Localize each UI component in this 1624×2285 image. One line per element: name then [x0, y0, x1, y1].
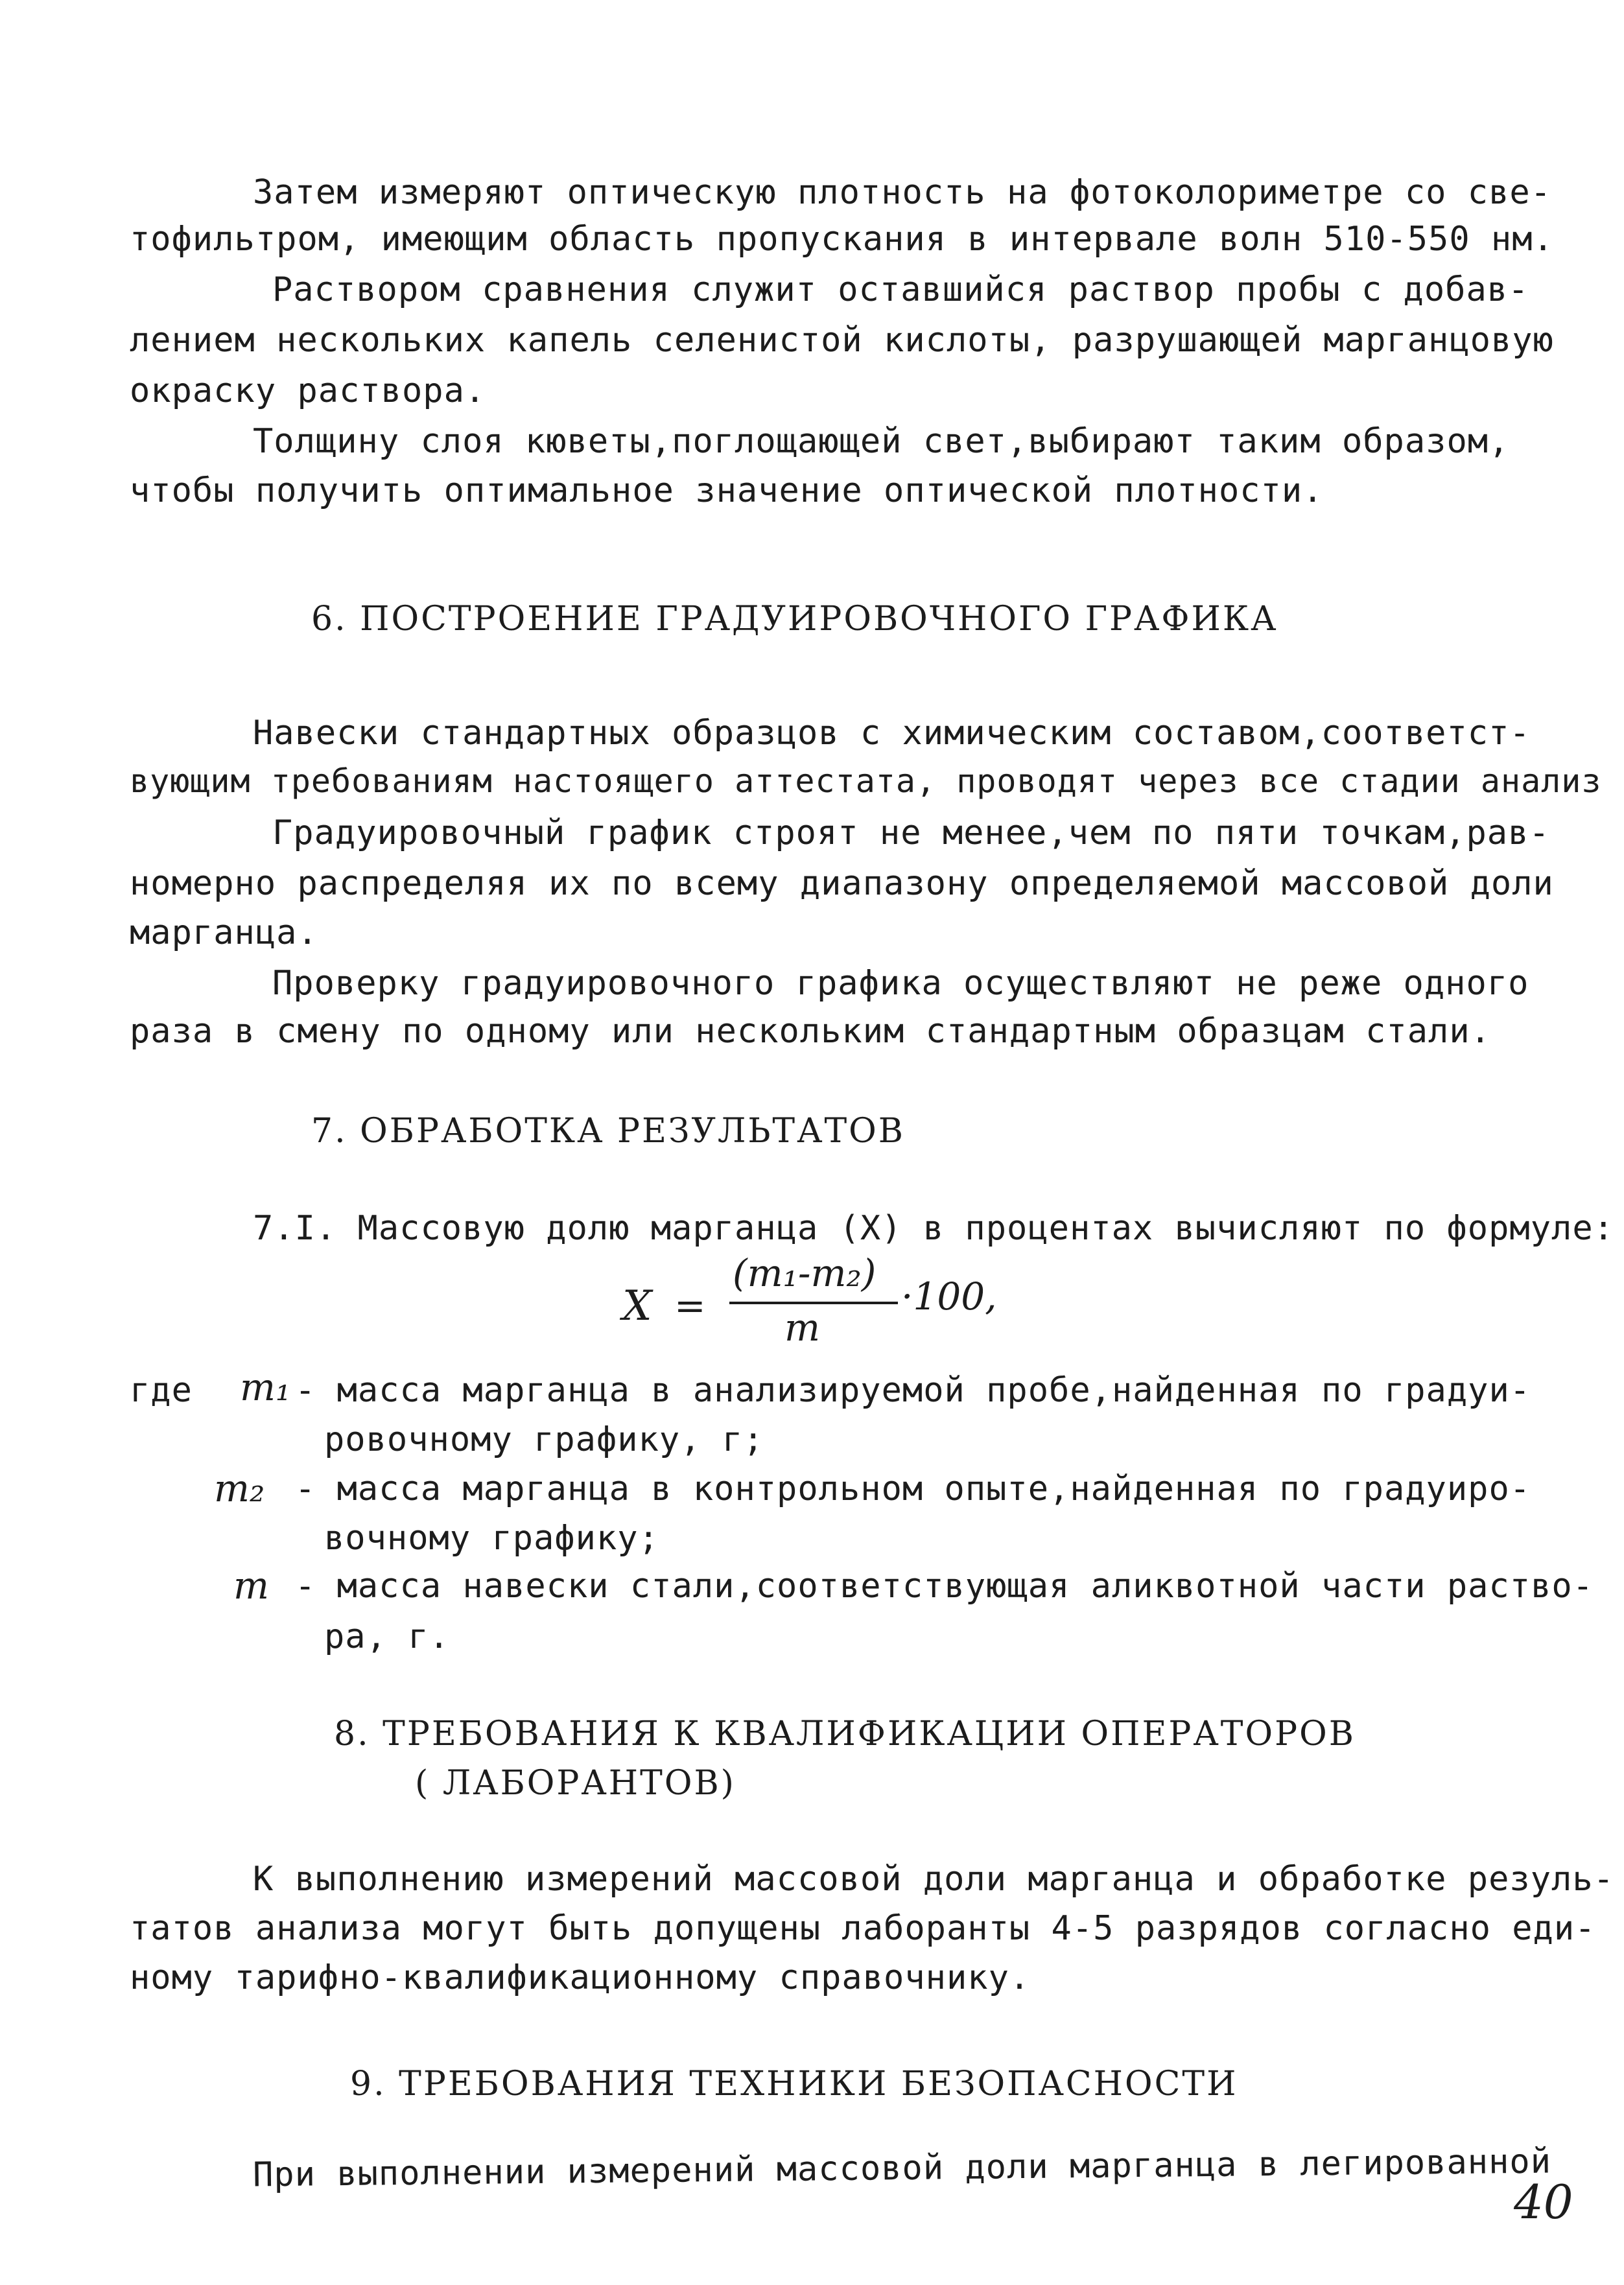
text-line: Толщину слоя кюветы,поглощающей свет,выбирают таким образом,: [253, 422, 1510, 461]
text-line: Градуировочный график строят не менее,чем по пяти точкам,рав-: [272, 814, 1550, 852]
where-label: где: [130, 1371, 193, 1410]
text-line: Навески стандартных образцов с химическим составом,соответст-: [253, 714, 1531, 753]
text-line: При выполнении измерений массовой доли марганца в легированной: [252, 2142, 1552, 2195]
section-heading: 9. ТРЕБОВАНИЯ ТЕХНИКИ БЕЗОПАСНОСТИ: [350, 2065, 1238, 2103]
text-line: ному тарифно-квалификационному справочнику.: [130, 1958, 1031, 1997]
text-line: тофильтром, имеющим область пропускания в интервале волн 510-550 нм.: [130, 220, 1554, 259]
text-line: вующим требованиям настоящего аттестата, проводят через все стадии анализ: [130, 762, 1602, 800]
page-number: 40: [1514, 2175, 1573, 2229]
text-line: лением нескольких капель селенистой кислоты, разрушающей марганцовую: [130, 321, 1554, 360]
text-line: раза в смену по одному или нескольким стандартным образцам стали.: [130, 1012, 1491, 1051]
text-line: татов анализа могут быть допущены лаборанты 4-5 разрядов согласно еди-: [130, 1909, 1596, 1948]
formula: [622, 1251, 1076, 1348]
text-line: К выполнению измерений массовой доли марганца и обработке резуль-: [253, 1860, 1614, 1899]
text-line: вочному графику;: [324, 1519, 659, 1558]
formula-numerator: (m₁-m₂): [733, 1251, 877, 1295]
text-line: Затем измеряют оптическую плотность на фотоколориметре со све-: [253, 173, 1552, 212]
formula-lhs: X: [622, 1282, 652, 1330]
section-heading: 8. ТРЕБОВАНИЯ К КВАЛИФИКАЦИИ ОПЕРАТОРОВ: [334, 1715, 1356, 1753]
formula-multiplier: ·100,: [901, 1274, 997, 1318]
text-line: - масса марганца в контрольном опыте,найденная по градуиро-: [295, 1470, 1531, 1508]
text-line: окраску раствора.: [130, 371, 486, 410]
text-line: чтобы получить оптимальное значение оптической плотности.: [130, 471, 1324, 510]
formula-denominator: m: [784, 1306, 820, 1350]
symbol-m1: m₁: [240, 1365, 291, 1409]
text-line: номерно распределяя их по всему диапазону определяемой массовой доли: [130, 864, 1554, 903]
text-line: 7.I. Массовую долю марганца (X) в процентах вычисляют по формуле:: [253, 1209, 1614, 1248]
symbol-m: m: [233, 1564, 269, 1608]
section-heading: 6. ПОСТРОЕНИЕ ГРАДУИРОВОЧНОГО ГРАФИКА: [311, 600, 1278, 639]
symbol-m2: m₂: [214, 1466, 265, 1510]
text-line: Проверку градуировочного графика осуществляют не реже одного: [272, 964, 1529, 1003]
text-line: - масса навески стали,соответствующая аликвотной части раство-: [295, 1567, 1594, 1606]
text-line: марганца.: [130, 913, 318, 952]
text-line: - масса марганца в анализируемой пробе,найденная по градуи-: [295, 1371, 1531, 1410]
text-line: ра, г.: [324, 1617, 450, 1656]
text-line: ровочному графику, г;: [324, 1420, 764, 1459]
formula-equals: =: [674, 1283, 706, 1328]
fraction-bar: [729, 1302, 898, 1304]
text-line: Раствором сравнения служит оставшийся раствор пробы с добав-: [272, 270, 1529, 309]
section-heading: ( ЛАБОРАНТОВ): [415, 1764, 736, 1803]
section-heading: 7. ОБРАБОТКА РЕЗУЛЬТАТОВ: [311, 1112, 905, 1151]
